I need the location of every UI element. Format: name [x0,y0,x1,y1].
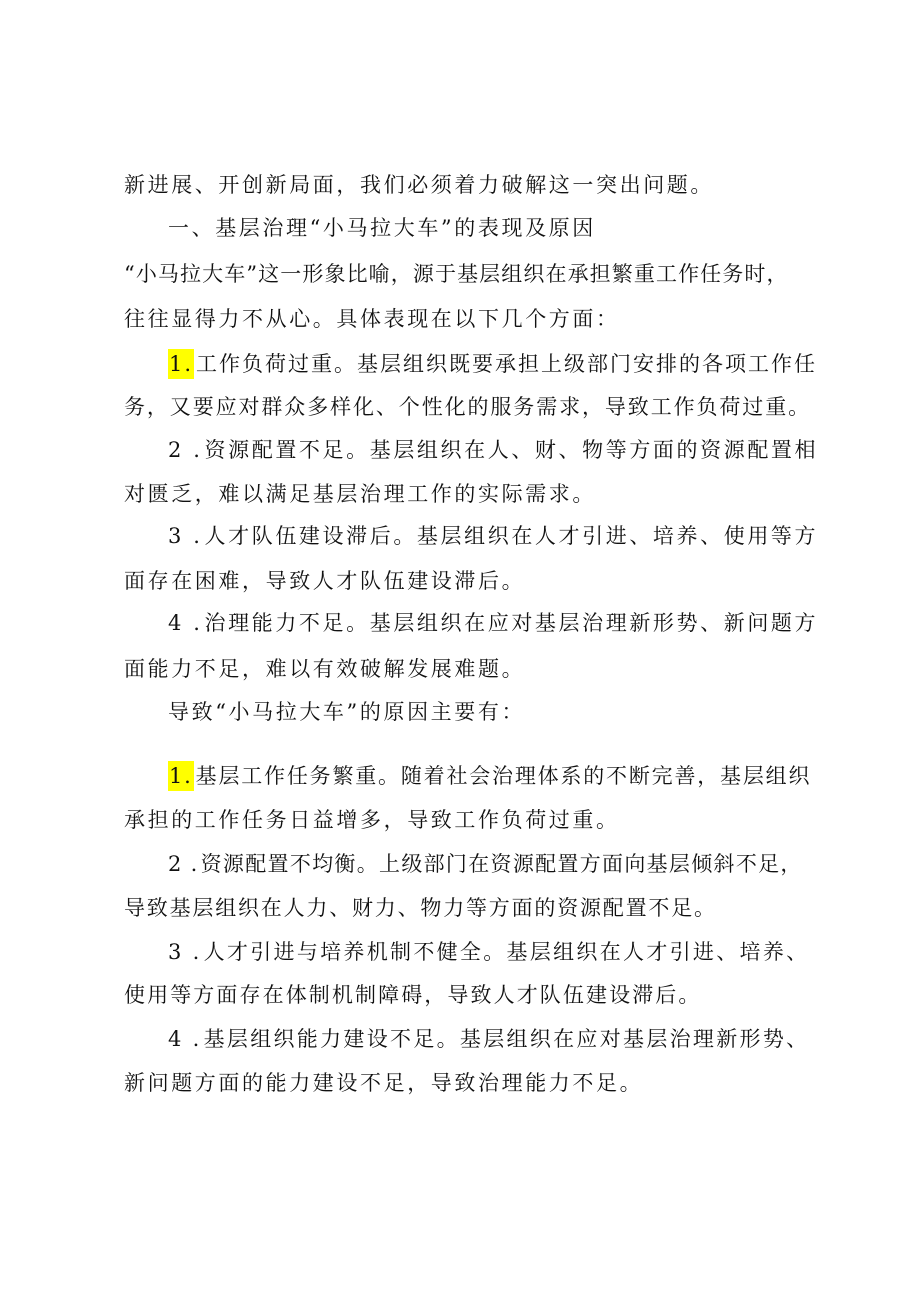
list-item-a2-text: 资源配置不足。基层组织在人、财、物等方面的资源配置相 [204,438,819,462]
paragraph-line-12: 面能力不足，难以有效破解发展难题。 [124,657,526,681]
paragraph-line-1: 新进展、开创新局面，我们必须着力破解这一突出问题。 [124,173,714,197]
paragraph-line-3: “小马拉大车”这一形象比喻，源于基层组织在承担繁重工作任务时， [124,262,789,286]
list-item-b4 [168,1024,809,1054]
section-heading: 一、基层治理“小马拉大车”的表现及原因 [168,216,596,240]
paragraph-line-13: 导致“小马拉大车”的原因主要有： [168,700,526,724]
list-number: 2 . [168,438,203,462]
list-number: 4 . [168,1027,202,1051]
list-number-highlight: 1. [168,349,194,379]
list-item-b1-text: 基层工作任务繁重。随着社会治理体系的不断完善，基层组织 [195,764,812,788]
list-number: 2 . [168,852,199,876]
list-number: 3 . [168,524,203,548]
paragraph-line-21: 新问题方面的能力建设不足，导致治理能力不足。 [124,1071,644,1095]
list-item-b2 [168,849,803,879]
paragraph-line-8: 对匮乏，难以满足基层治理工作的实际需求。 [124,482,596,506]
list-item-a4-text: 治理能力不足。基层组织在应对基层治理新形势、新问题方 [204,611,819,635]
list-number: 3 . [168,940,202,964]
paragraph-line-4: 往往显得力不从心。具体表现在以下几个方面： [124,307,620,331]
list-item-b1 [168,761,811,791]
list-number: 4 . [168,611,203,635]
paragraph-line-6: 务，又要应对群众多样化、个性化的服务需求，导致工作负荷过重。 [124,395,811,419]
list-item-b3 [168,937,809,967]
list-item-a1-text: 工作负荷过重。基层组织既要承担上级部门安排的各项工作任 [196,352,818,376]
list-item-a1 [168,349,817,379]
paragraph-line-17: 导致基层组织在人力、财力、物力等方面的资源配置不足。 [124,896,717,920]
list-item-b2-text: 资源配置不均衡。上级部门在资源配置方面向基层倾斜不足， [200,852,803,876]
paragraph-line-19: 使用等方面存在体制机制障碍，导致人才队伍建设滞后。 [124,983,702,1007]
list-item-a3 [168,521,818,551]
list-item-b3-text: 人才引进与培养机制不健全。基层组织在人才引进、培养、 [203,940,810,964]
list-item-a2 [168,435,818,465]
list-item-b4-text: 基层组织能力建设不足。基层组织在应对基层治理新形势、 [203,1027,810,1051]
paragraph-line-15: 承担的工作任务日益增多，导致工作负荷过重。 [124,808,620,832]
list-item-a3-text: 人才队伍建设滞后。基层组织在人才引进、培养、使用等方 [204,524,819,548]
list-number-highlight: 1. [168,761,194,791]
list-item-a4 [168,608,818,638]
paragraph-line-10: 面存在困难，导致人才队伍建设滞后。 [124,569,526,593]
